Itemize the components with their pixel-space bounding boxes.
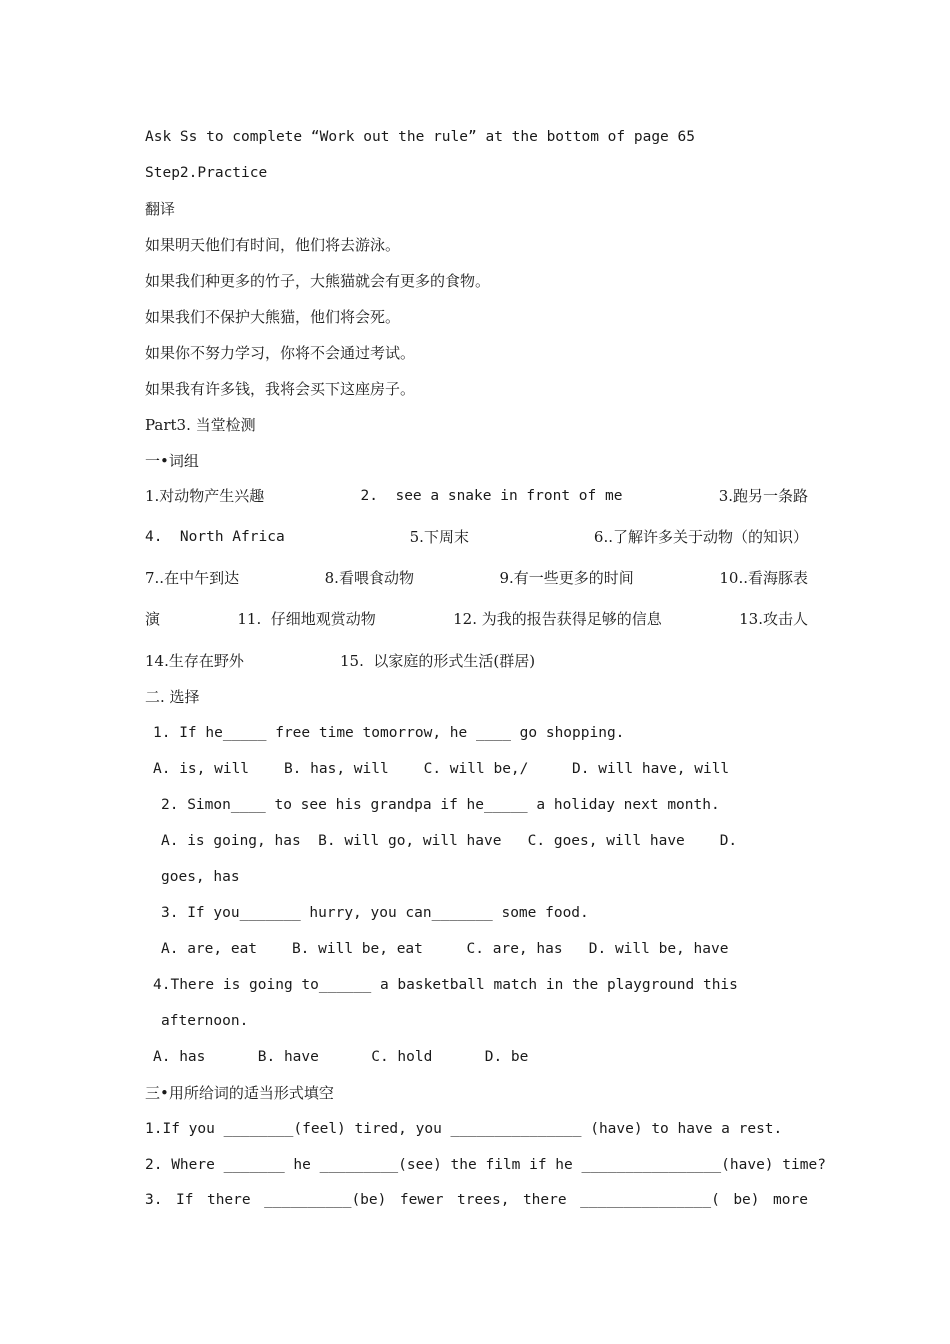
phrase-item: 9.有一些更多的时间 bbox=[499, 569, 634, 587]
phrase-item: 演 bbox=[145, 610, 161, 628]
fill-word: trees, bbox=[457, 1192, 510, 1208]
fill-word: there bbox=[206, 1192, 251, 1208]
question-4-options: A. has B. have C. hold D. be bbox=[153, 1049, 529, 1065]
question-3: 3. If you_______ hurry, you can_______ some food. bbox=[161, 905, 589, 921]
phrase-item: 5.下周末 bbox=[409, 528, 469, 546]
part3-heading: Part3. 当堂检测 bbox=[145, 416, 256, 434]
phrase-item: 3.跑另一条路 bbox=[718, 487, 808, 505]
question-1: 1. If he_____ free time tomorrow, he ____ go shopping. bbox=[153, 725, 625, 741]
phrase-item: 8.看喂食动物 bbox=[324, 569, 414, 587]
translate-item: 如果我们不保护大熊猫，他们将会死。 bbox=[145, 308, 401, 326]
fill-word: there bbox=[522, 1192, 567, 1208]
fill-item-2: 2. Where _______ he _________(see) the film if he ________________(have) time? bbox=[145, 1157, 826, 1173]
fill-word: __________(be) bbox=[264, 1192, 387, 1208]
phrase-row-3 bbox=[145, 567, 808, 589]
question-2: 2. Simon____ to see his grandpa if he_____ a holiday next month. bbox=[161, 797, 720, 813]
phrase-item: 1.对动物产生兴趣 bbox=[145, 487, 265, 505]
section3-heading: 三•用所给词的适当形式填空 bbox=[145, 1084, 334, 1102]
section2-heading: 二. 选择 bbox=[145, 688, 200, 706]
phrase-row-4 bbox=[145, 608, 808, 630]
fill-word: If bbox=[175, 1192, 194, 1208]
fill-word: fewer bbox=[399, 1192, 444, 1208]
phrase-row-1 bbox=[145, 485, 808, 507]
translate-item: 如果我有许多钱，我将会买下这座房子。 bbox=[145, 380, 416, 398]
phrase-item: 10..看海豚表 bbox=[719, 569, 808, 587]
phrase-item: 12. 为我的报告获得足够的信息 bbox=[453, 610, 662, 628]
phrase-item: 15. 以家庭的形式生活(群居) bbox=[340, 652, 536, 670]
translate-item: 如果你不努力学习，你将不会通过考试。 bbox=[145, 344, 416, 362]
question-1-options: A. is, will B. has, will C. will be,/ D. will have, will bbox=[153, 761, 730, 777]
fill-word: more bbox=[773, 1192, 808, 1208]
fill-word: 3. bbox=[145, 1192, 163, 1208]
phrase-row-2 bbox=[145, 526, 808, 548]
phrase-item: 6..了解许多关于动物（的知识） bbox=[593, 528, 808, 546]
phrase-item: 14.生存在野外 bbox=[145, 652, 244, 670]
section1-heading: 一•词组 bbox=[145, 452, 199, 470]
translate-item: 如果明天他们有时间，他们将去游泳。 bbox=[145, 236, 401, 254]
question-4-cont: afternoon. bbox=[161, 1013, 249, 1029]
intro-line: Ask Ss to complete “Work out the rule” at the bottom of page 65 bbox=[145, 129, 695, 145]
fill-word: be) bbox=[733, 1192, 760, 1208]
fill-item-3 bbox=[145, 1189, 808, 1211]
question-2-options: A. is going, has B. will go, will have C. goes, will have D. bbox=[161, 833, 738, 849]
step2-heading: Step2.Practice bbox=[145, 165, 268, 181]
phrase-item: 11. 仔细地观赏动物 bbox=[237, 610, 376, 628]
question-2-options-cont: goes, has bbox=[161, 869, 240, 885]
phrase-item: 7..在中午到达 bbox=[145, 569, 240, 587]
fill-item-1: 1.If you ________(feel) tired, you _______________ (have) to have a rest. bbox=[145, 1121, 783, 1137]
phrase-item: 4. North Africa bbox=[145, 529, 285, 545]
translate-item: 如果我们种更多的竹子，大熊猫就会有更多的食物。 bbox=[145, 272, 491, 290]
translate-heading: 翻译 bbox=[145, 200, 176, 218]
fill-word: _______________( bbox=[580, 1192, 720, 1208]
question-3-options: A. are, eat B. will be, eat C. are, has D. will be, have bbox=[161, 941, 729, 957]
question-4: 4.There is going to______ a basketball match in the playground this bbox=[153, 977, 738, 993]
phrase-item: 2. see a snake in front of me bbox=[360, 488, 623, 504]
phrase-item: 13.攻击人 bbox=[739, 610, 808, 628]
